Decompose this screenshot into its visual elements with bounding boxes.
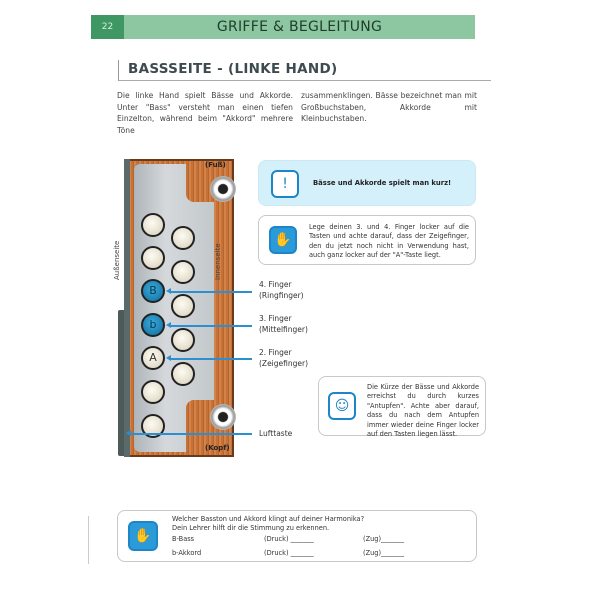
bass-button[interactable]	[171, 328, 195, 352]
page-header	[91, 15, 475, 39]
plate-notch-top	[186, 164, 214, 202]
finger-name: (Zeigefinger)	[259, 359, 308, 368]
druck-answer-b-akkord[interactable]: (Druck) _______	[264, 549, 314, 557]
face-icon: ☺	[328, 392, 356, 420]
margin-rule	[88, 516, 89, 564]
air-key-label: Lufttaste	[259, 429, 293, 438]
hand-on-keys-icon: ✋	[128, 521, 158, 551]
intro-text-col1: Die linke Hand spielt Bässe und Akkorde. Unter "Bass" versteht man einen tiefen Einzelton, während beim "Akkord" mehrere Töne	[117, 91, 293, 135]
tip-tap-text: Die Kürze der Bässe und Akkorde erreichst du durch kurzes "Antupfen". Achte aber darauf, dass du nach dem Antupfen immer wieder deine Finger locker auf den Tasten liegen lässt.	[367, 383, 479, 439]
row-label-b-bass: B-Bass	[172, 535, 195, 543]
question-box	[117, 510, 477, 562]
bass-button[interactable]	[171, 294, 195, 318]
row-label-b-akkord: b-Akkord	[172, 549, 202, 557]
bass-button[interactable]	[141, 380, 165, 404]
finger-name: (Ringfinger)	[259, 291, 304, 300]
bottom-knob	[210, 404, 236, 430]
tip-box-fingers	[258, 215, 476, 265]
section-heading	[118, 60, 491, 81]
chapter-title: GRIFFE & BEGLEITUNG	[216, 19, 383, 35]
finger-label-3	[259, 313, 308, 335]
bass-button[interactable]	[171, 260, 195, 284]
outer-side-label: Außenseite	[113, 240, 121, 280]
druck-answer-b-bass[interactable]: (Druck) _______	[264, 535, 314, 543]
inner-side-label: Innenseite	[214, 243, 222, 280]
finger-number: 2. Finger	[259, 348, 292, 357]
finger-label-4	[259, 279, 304, 301]
bass-button[interactable]	[171, 362, 195, 386]
tip-short-text: Bässe und Akkorde spielt man kurz!	[313, 179, 452, 187]
intro-text-col2: zusammenklingen. Bässe bezeichnet man mit Großbuchstaben, Akkorde mit Kleinbuchstaben.	[301, 91, 477, 123]
head-label: (Kopf)	[205, 444, 230, 452]
arrow-ring-finger	[170, 291, 252, 293]
casing-edge	[124, 159, 130, 457]
tip-fingers-text: Lege deinen 3. und 4. Finger locker auf die Tasten und achte darauf, dass der Zeigefinger, den du jetzt noch nicht in Verwendung hast, auch ganz locker auf der "A"-Taste liegt.	[309, 223, 469, 260]
zug-answer-b-bass[interactable]: (Zug)_______	[363, 535, 405, 543]
tip-box-short	[258, 160, 476, 206]
arrow-air-key	[130, 433, 252, 435]
arrow-index-finger	[170, 358, 252, 360]
b-bass-button[interactable]: B	[141, 279, 165, 303]
zug-answer-b-akkord[interactable]: (Zug)_______	[363, 549, 405, 557]
question-line1: Welcher Basston und Akkord klingt auf deiner Harmonika?	[172, 515, 365, 523]
finger-name: (Mittelfinger)	[259, 325, 308, 334]
bass-button[interactable]	[141, 213, 165, 237]
exclamation-icon: !	[271, 170, 299, 198]
b-chord-button[interactable]: b	[141, 313, 165, 337]
finger-label-2	[259, 347, 308, 369]
tip-box-tap	[318, 376, 486, 439]
bass-button[interactable]	[141, 246, 165, 270]
finger-number: 3. Finger	[259, 314, 292, 323]
top-knob	[210, 176, 236, 202]
arrow-middle-finger	[170, 325, 252, 327]
finger-number: 4. Finger	[259, 280, 292, 289]
bass-button[interactable]	[171, 226, 195, 250]
question-line2: Dein Lehrer hilft dir die Stimmung zu erkennen.	[172, 524, 330, 532]
a-button[interactable]: A	[141, 346, 165, 370]
hand-on-keys-icon: ✋	[269, 226, 297, 254]
section-title: BASSSEITE - (LINKE HAND)	[128, 61, 338, 77]
foot-label: (Fuß)	[205, 161, 226, 169]
page-number: 22	[91, 15, 124, 39]
